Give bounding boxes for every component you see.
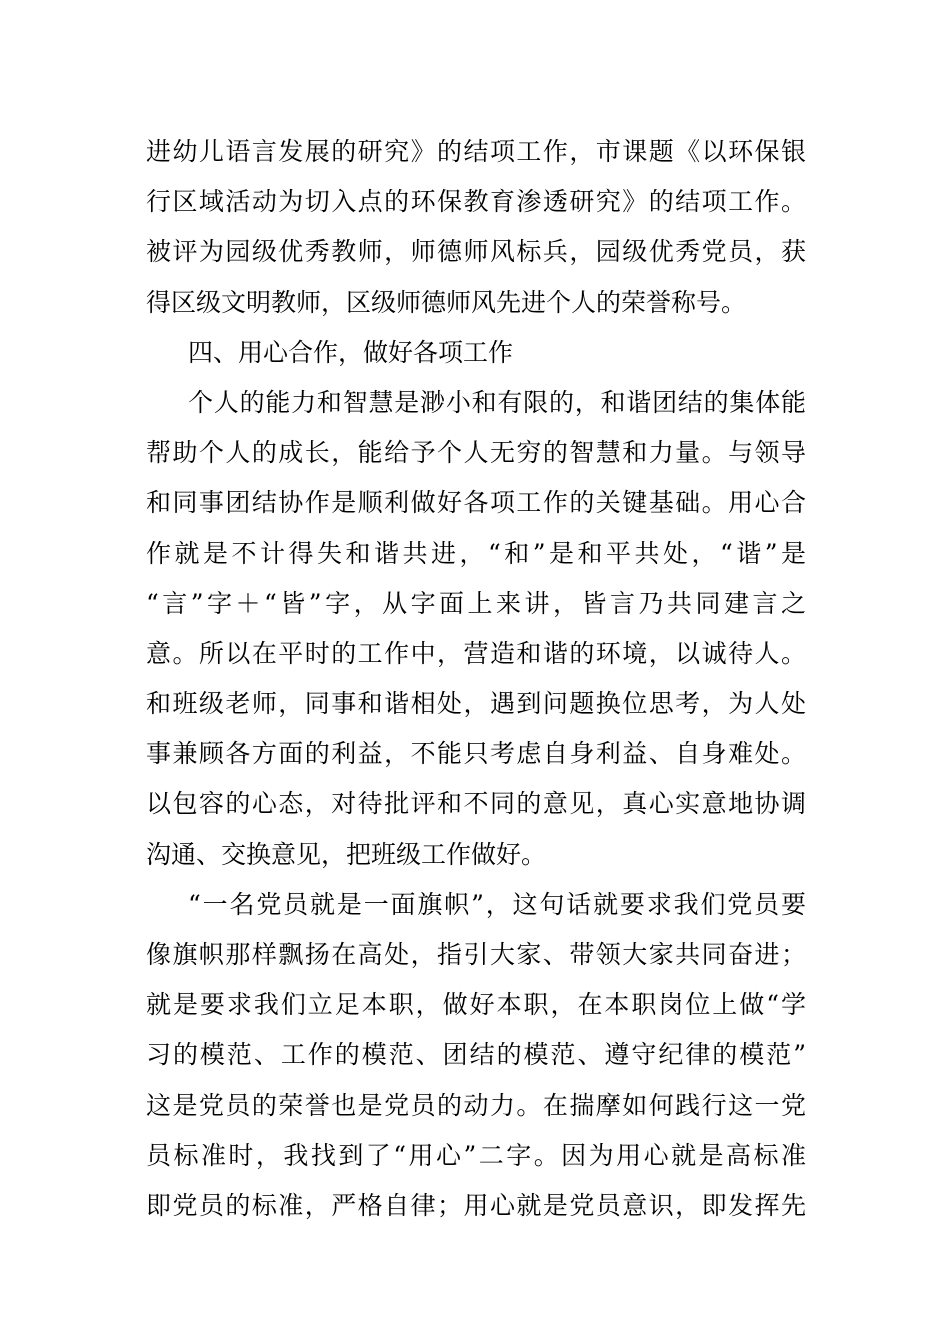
text-line: 沟通、交换意见，把班级工作做好。 xyxy=(146,839,547,869)
text-line: 这是党员的荣誉也是党员的动力。在揣摩如何践行这一党 xyxy=(146,1090,806,1120)
text-line: 行区域活动为切入点的环保教育渗透研究》的结项工作。 xyxy=(146,187,806,217)
body-text xyxy=(146,127,806,1231)
text-line: 意。所以在平时的工作中，营造和谐的环境，以诚待人。 xyxy=(146,638,806,668)
text-line: 即党员的标准，严格自律；用心就是党员意识，即发挥先 xyxy=(146,1190,806,1220)
text-line: 事兼顾各方面的利益，不能只考虑自身利益、自身难处。 xyxy=(146,739,806,769)
text-line: 习的模范、工作的模范、团结的模范、遵守纪律的模范” xyxy=(146,1040,806,1070)
text-line: 像旗帜那样飘扬在高处，指引大家、带领大家共同奋进； xyxy=(146,940,806,969)
text-line: 和同事团结协作是顺利做好各项工作的关键基础。用心合 xyxy=(146,488,806,518)
text-line: 得区级文明教师，区级师德师风先进个人的荣誉称号。 xyxy=(146,287,747,317)
text-line: 就是要求我们立足本职，做好本职，在本职岗位上做“学 xyxy=(146,990,806,1020)
text-line: 被评为园级优秀教师，师德师风标兵，园级优秀党员，获 xyxy=(146,237,806,267)
text-line: 帮助个人的成长，能给予个人无穷的智慧和力量。与领导 xyxy=(146,438,806,468)
text-line: “一名党员就是一面旗帜”，这句话就要求我们党员要 xyxy=(188,889,806,919)
text-line: 员标准时，我找到了“用心”二字。因为用心就是高标准 xyxy=(146,1140,806,1170)
text-line: “言”字＋“皆”字，从字面上来讲，皆言乃共同建言之 xyxy=(146,588,806,618)
text-line: 作就是不计得失和谐共进，“和”是和平共处，“谐”是 xyxy=(146,538,806,568)
text-line: 个人的能力和智慧是渺小和有限的，和谐团结的集体能 xyxy=(188,387,806,417)
section-heading: 四、用心合作，做好各项工作 xyxy=(188,337,514,367)
text-line: 进幼儿语言发展的研究》的结项工作，市课题《以环保银 xyxy=(146,137,806,166)
text-line: 和班级老师，同事和谐相处，遇到问题换位思考，为人处 xyxy=(146,689,806,719)
text-line: 以包容的心态，对待批评和不同的意见，真心实意地协调 xyxy=(146,789,806,819)
